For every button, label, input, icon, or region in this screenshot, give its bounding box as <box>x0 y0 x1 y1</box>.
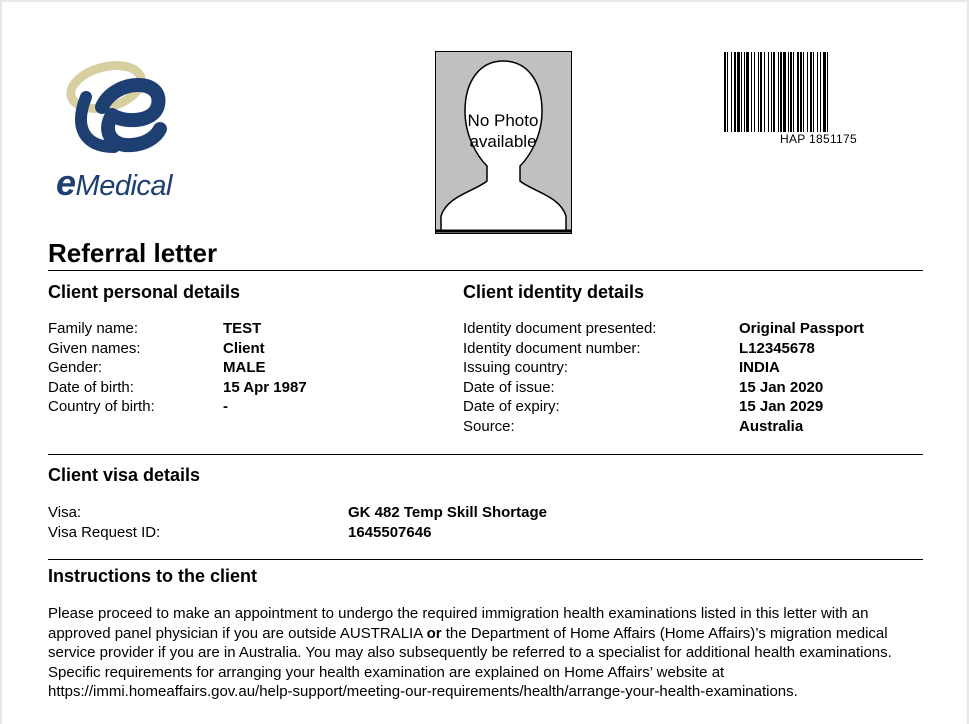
visa-label: Visa Request ID: <box>48 523 161 541</box>
visa-label: Visa: <box>48 504 82 521</box>
identity-label: Issuing country: <box>463 359 569 376</box>
visa-details-heading: Client visa details <box>48 465 201 485</box>
identity-details-heading: Client identity details <box>463 282 645 302</box>
barcode-id: HAP 1851175 <box>780 132 857 146</box>
date-of-expiry-value: 15 Jan 2029 <box>739 398 824 415</box>
identity-labels <box>463 319 656 436</box>
country-of-birth-value: - <box>223 398 228 415</box>
visa-request-id-value: 1645507646 <box>348 523 432 541</box>
personal-label: Gender: <box>48 359 103 376</box>
visa-labels <box>48 503 160 542</box>
source-value: Australia <box>739 417 804 435</box>
divider <box>48 454 923 455</box>
personal-label: Country of birth: <box>48 398 155 415</box>
visa-values <box>348 503 547 542</box>
given-names-value: Client <box>223 339 265 357</box>
gender-value: MALE <box>223 359 266 376</box>
referral-letter-page <box>2 2 967 724</box>
identity-label: Date of issue: <box>463 378 555 396</box>
personal-details-heading: Client personal details <box>48 282 241 302</box>
identity-values <box>739 319 864 436</box>
barcode-icon <box>722 52 915 132</box>
identity-label: Source: <box>463 417 515 435</box>
date-of-birth-value: 15 Apr 1987 <box>223 378 307 396</box>
divider <box>48 559 923 560</box>
personal-label: Family name: <box>48 320 139 337</box>
instructions-paragraph: Please proceed to make an appointment to undergo the required immigration health examinations listed in this letter with an approved panel physician if you are outside AUSTRALIA or the Department of Home Affairs (Home Affairs)’s migration medical service provider if you are in Australia. You may also subsequently be referred to a specialist for additional health examinations. Specific requirements for arranging your health examination are explained on Home Affairs’ website at https://immi.homeaffairs.gov.au/help-support/meeting-our-requirements/health/arrange-your-health-examinations. <box>48 605 892 700</box>
page-title: Referral letter <box>48 238 218 268</box>
issuing-country-value: INDIA <box>739 359 780 376</box>
identity-label: Date of expiry: <box>463 398 560 415</box>
family-name-value: TEST <box>223 320 262 337</box>
emedical-logo-text: eMedical <box>56 162 172 203</box>
identity-label: Identity document presented: <box>463 320 657 337</box>
no-photo-placeholder-icon <box>435 51 572 234</box>
visa-value: GK 482 Temp Skill Shortage <box>348 504 547 521</box>
photo-text-line2: available <box>469 132 537 151</box>
date-of-issue-value: 15 Jan 2020 <box>739 378 824 396</box>
document-number-value: L12345678 <box>739 339 815 357</box>
personal-values <box>223 319 307 417</box>
divider <box>48 270 923 271</box>
personal-label: Given names: <box>48 339 141 357</box>
photo-text-line1: No Photo <box>467 111 539 130</box>
identity-label: Identity document number: <box>463 339 641 357</box>
instructions-heading: Instructions to the client <box>48 566 258 586</box>
personal-label: Date of birth: <box>48 378 134 396</box>
document-presented-value: Original Passport <box>739 320 865 337</box>
personal-labels <box>48 319 155 417</box>
